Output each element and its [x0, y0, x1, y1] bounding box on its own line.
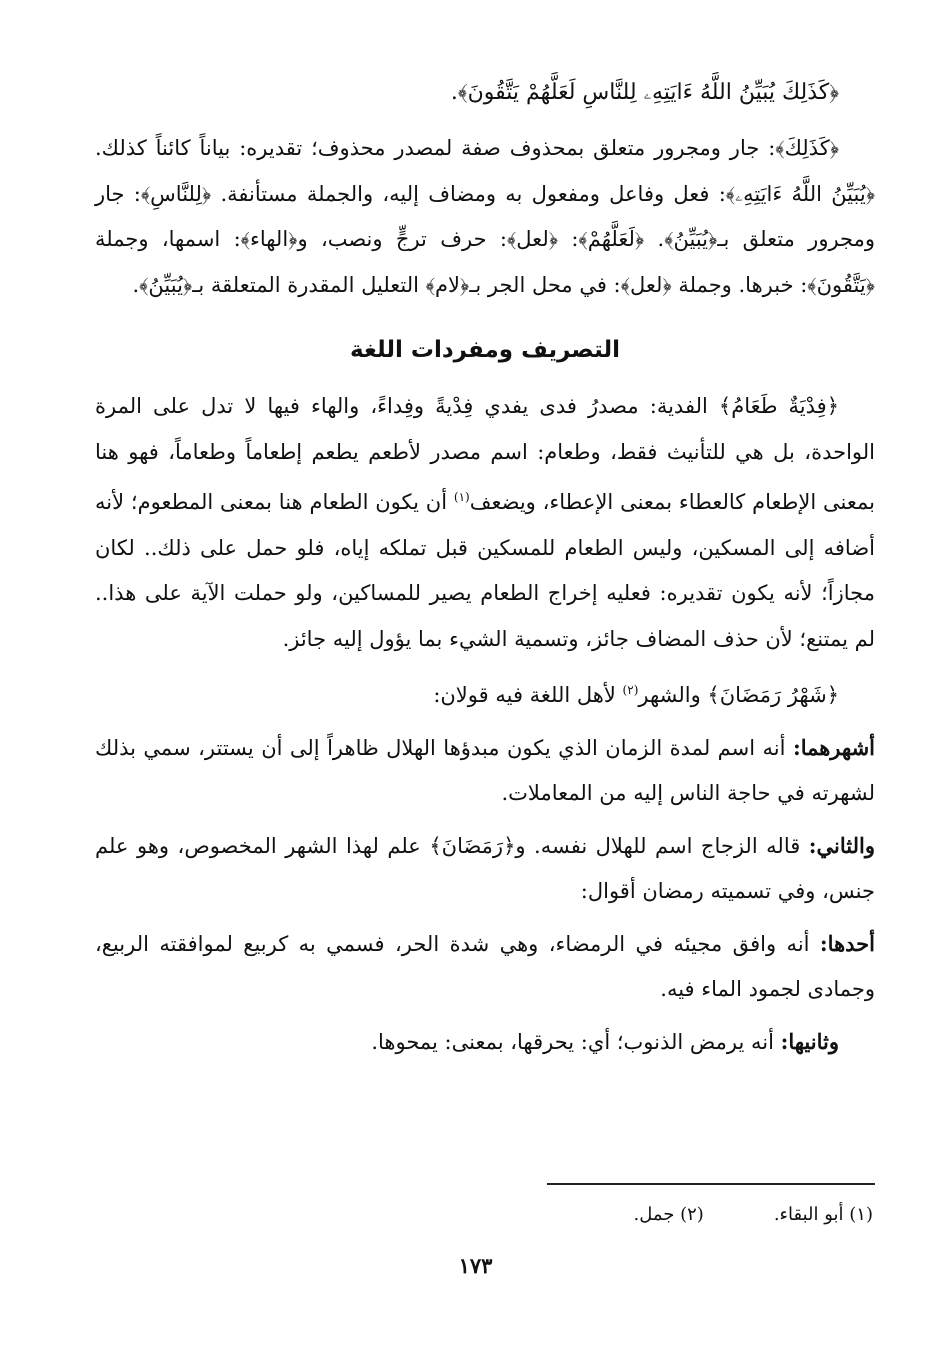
opinion-first-text: أنه اسم لمدة الزمان الذي يكون مبدؤها الهلال ظاهراً إلى أن يستتر، سمي بذلك لشهرته في حاجة الناس إليه من المعاملات.: [95, 735, 875, 805]
footnotes: [633, 1200, 873, 1230]
opinion-first-term: أشهرهما:: [792, 734, 875, 760]
quran-verse: ﴿كَذَلِكَ يُبَيِّنُ اللَّهُ ءَايَتِهِۦ لِلنَّاسِ لَعَلَّهُمْ يَتَّقُونَ﴾.: [450, 80, 839, 105]
fidya-text-a: ﴿فِدْيَةٌ طَعَامُ﴾ الفدية: مصدرُ فدى يفدي فِدْيةً وفِداءً، والهاء فيها لا تدل على المرة الواحدة، بل هي للتأنيث فقط، وطعام: اسم مصدر لأطعم يطعم إطعاماً وطعاماً، فهو هنا بمعنى الإطعام كالعطاء بمعنى الإعطاء، ويضعف: [95, 394, 875, 514]
footnote-divider: [547, 1183, 875, 1185]
opinion-second-term: والثاني:: [808, 832, 875, 858]
naming-first-term: أحدها:: [819, 930, 875, 956]
tasrif-paragraph-fidya: [95, 384, 875, 662]
footnote-ref-2: (٢): [622, 683, 639, 697]
naming-first-text: أنه وافق مجيئه في الرمضاء، وهي شدة الحر، فسمي به كربيع لموافقته الربيع، وجمادى لجمود الماء فيه.: [95, 931, 875, 1001]
shahr-text-b: لأهل اللغة فيه قولان:: [433, 683, 623, 707]
opinion-first: [95, 725, 875, 817]
opinion-second-text: قاله الزجاج اسم للهلال نفسه. و﴿رَمَضَانَ﴾ علم لهذا الشهر المخصوص، وهو علم جنس، وفي تسميته رمضان أقوال:: [95, 833, 875, 903]
footnote-2: (٢) جمل.: [633, 1204, 704, 1225]
naming-second-text: أنه يرمض الذنوب؛ أي: يحرقها، بمعنى: يمحوها.: [371, 1029, 781, 1054]
page-number: ١٧٣: [458, 1253, 493, 1278]
fidya-text-b: أن يكون الطعام هنا بمعنى المطعوم؛ لأنه أضافه إلى المسكين، وليس الطعام للمسكين قبل تملكه إياه، فلو حمل على ذلك.. لكان مجازاً؛ لأنه يكون تقديره: فعليه إخراج الطعام يصير للمساكين، ولو حملت الآية على هذا.. لم يمتنع؛ لأن حذف المضاف جائز، وتسمية الشيء بما يؤول إليه جائز.: [95, 490, 875, 651]
naming-second-term: وثانيها:: [780, 1028, 839, 1054]
tasrif-paragraph-shahr: [95, 668, 875, 719]
naming-second: [95, 1019, 875, 1066]
footnote-ref-1: (١): [453, 490, 470, 504]
footnote-1: (١) أبو البقاء.: [773, 1204, 873, 1225]
section-title: التصريف ومفردات اللغة: [350, 337, 620, 363]
page-body: [95, 70, 875, 1071]
shahr-text-a: ﴿شَهْرُ رَمَضَانَ﴾ والشهر: [638, 683, 839, 707]
naming-first: [95, 921, 875, 1013]
opinion-second: [95, 823, 875, 915]
i3rab-paragraph: ﴿كَذَلِكَ﴾: جار ومجرور متعلق بمحذوف صفة لمصدر محذوف؛ تقديره: بياناً كائناً كذلك. ﴿يُبَيِّنُ اللَّهُ ءَايَتِهِۦ﴾: فعل وفاعل ومفعول به ومضاف إليه، والجملة مستأنفة. ﴿لِلنَّاسِ﴾: جار ومجرور متعلق بـ﴿يُبَيِّنُ﴾. ﴿لَعَلَّهُمْ﴾: ﴿لعل﴾: حرف ترجٍّ ونصب، و﴿الهاء﴾: اسمها، وجملة ﴿يَتَّقُونَ﴾: خبرها. وجملة ﴿لعل﴾: في محل الجر بـ﴿لام﴾ التعليل المقدرة المتعلقة بـ﴿يُبَيِّنُ﴾.: [95, 136, 875, 297]
